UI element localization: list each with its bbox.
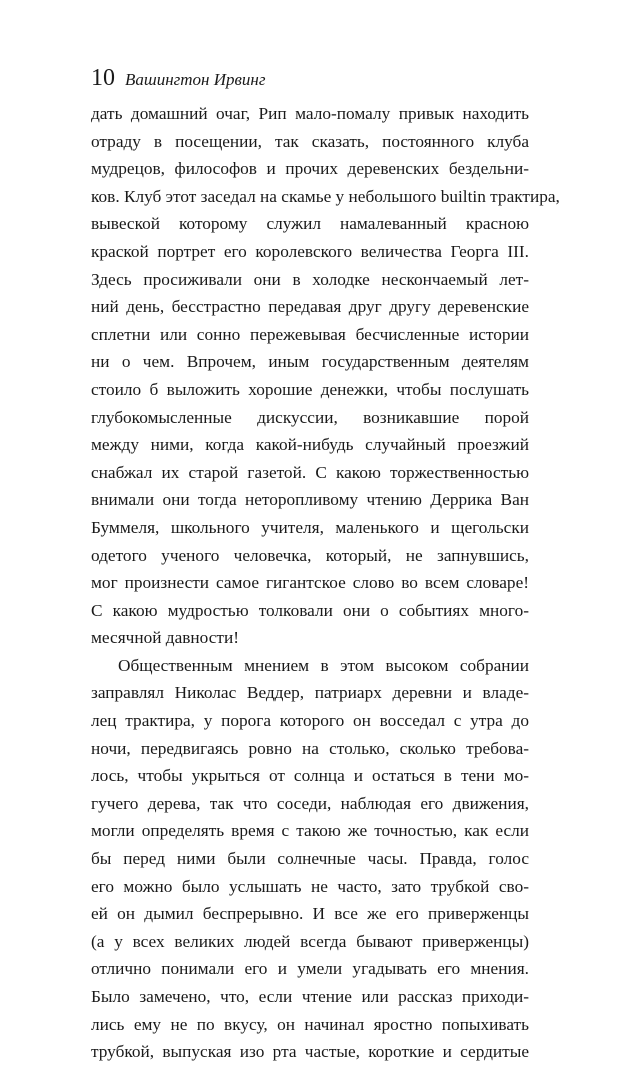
- text-line: ни о чем. Впрочем, иным государственным деятелям: [91, 352, 529, 372]
- text-line: отлично понимали его и умели угадывать его мнения.: [91, 959, 529, 979]
- text-line: гучего дерева, так что соседи, наблюдая его движения,: [91, 793, 529, 813]
- text-line: ков. Клуб этот заседал на скамье у небольшого builtin трактира,: [91, 186, 560, 206]
- text-line: отраду в посещении, так сказать, постоянного клуба: [91, 131, 529, 151]
- text-line: краской портрет его королевского величества Георга III.: [91, 241, 529, 261]
- text-line: лось, чтобы укрыться от солнца и остаться в тени мо-: [91, 766, 529, 786]
- text-line: бы перед ними были солнечные часы. Правда, голос: [91, 849, 529, 869]
- text-line: глубокомысленные дискуссии, возникавшие порой: [91, 407, 529, 427]
- text-line: вывеской которому служил намалеванный красною: [91, 214, 529, 234]
- text-line: мог произнести самое гигантское слово во всем словаре!: [91, 573, 529, 593]
- text-line: между ними, когда какой-нибудь случайный проезжий: [91, 435, 529, 455]
- text-line: сплетни или сонно пережевывая бесчисленные истории: [91, 324, 529, 344]
- text-line: дать домашний очаг, Рип мало-помалу привык находить: [91, 104, 529, 123]
- text-line: ний день, бесстрастно передавая друг другу деревенские: [91, 297, 529, 317]
- text-line: одетого ученого человечка, который, не запнувшись,: [91, 545, 529, 565]
- text-line: Здесь просиживали они в холодке нескончаемый лет-: [91, 269, 529, 289]
- text-line: его можно было услышать не часто, зато трубкой сво-: [91, 876, 529, 896]
- paragraph-end-line: месячной давности!: [91, 628, 239, 648]
- text-line: заправлял Николас Веддер, патриарх деревни и владе-: [91, 683, 529, 703]
- text-line: внимали они тогда неторопливому чтению Деррика Ван: [91, 490, 529, 510]
- body-text: [91, 100, 560, 1066]
- text-line: мудрецов, философов и прочих деревенских бездельни-: [91, 159, 529, 179]
- text-line: снабжал их старой газетой. С какою торжественностью: [91, 462, 529, 482]
- text-line: стоило б выложить хорошие денежки, чтобы послушать: [91, 379, 529, 399]
- text-line: С какою мудростью толковали они о событиях много-: [91, 600, 529, 620]
- text-line: Было замечено, что, если чтение или рассказ приходи-: [91, 987, 529, 1006]
- paragraph-start-line: Общественным мнением в этом высоком собрании: [118, 655, 529, 675]
- text-line: Буммеля, школьного учителя, маленького и щегольски: [91, 517, 529, 537]
- text-line: трубкой, выпуская изо рта частые, короткие и сердитые: [91, 1042, 529, 1062]
- text-line: лись ему не по вкусу, он начинал яростно попыхивать: [91, 1014, 529, 1034]
- page-number: 10: [91, 65, 115, 91]
- text-line: ночи, передвигаясь ровно на столько, сколько требова-: [91, 738, 529, 758]
- page-header: [91, 64, 265, 94]
- text-line: ей он дымил беспрерывно. И все же его приверженцы: [91, 904, 529, 924]
- text-line: (а у всех великих людей всегда бывают приверженцы): [91, 931, 529, 951]
- text-line: лец трактира, у порога которого он восседал с утра до: [91, 711, 529, 731]
- text-line: могли определять время с такою же точностью, как если: [91, 821, 529, 841]
- running-head: Вашингтон Ирвинг: [125, 70, 266, 89]
